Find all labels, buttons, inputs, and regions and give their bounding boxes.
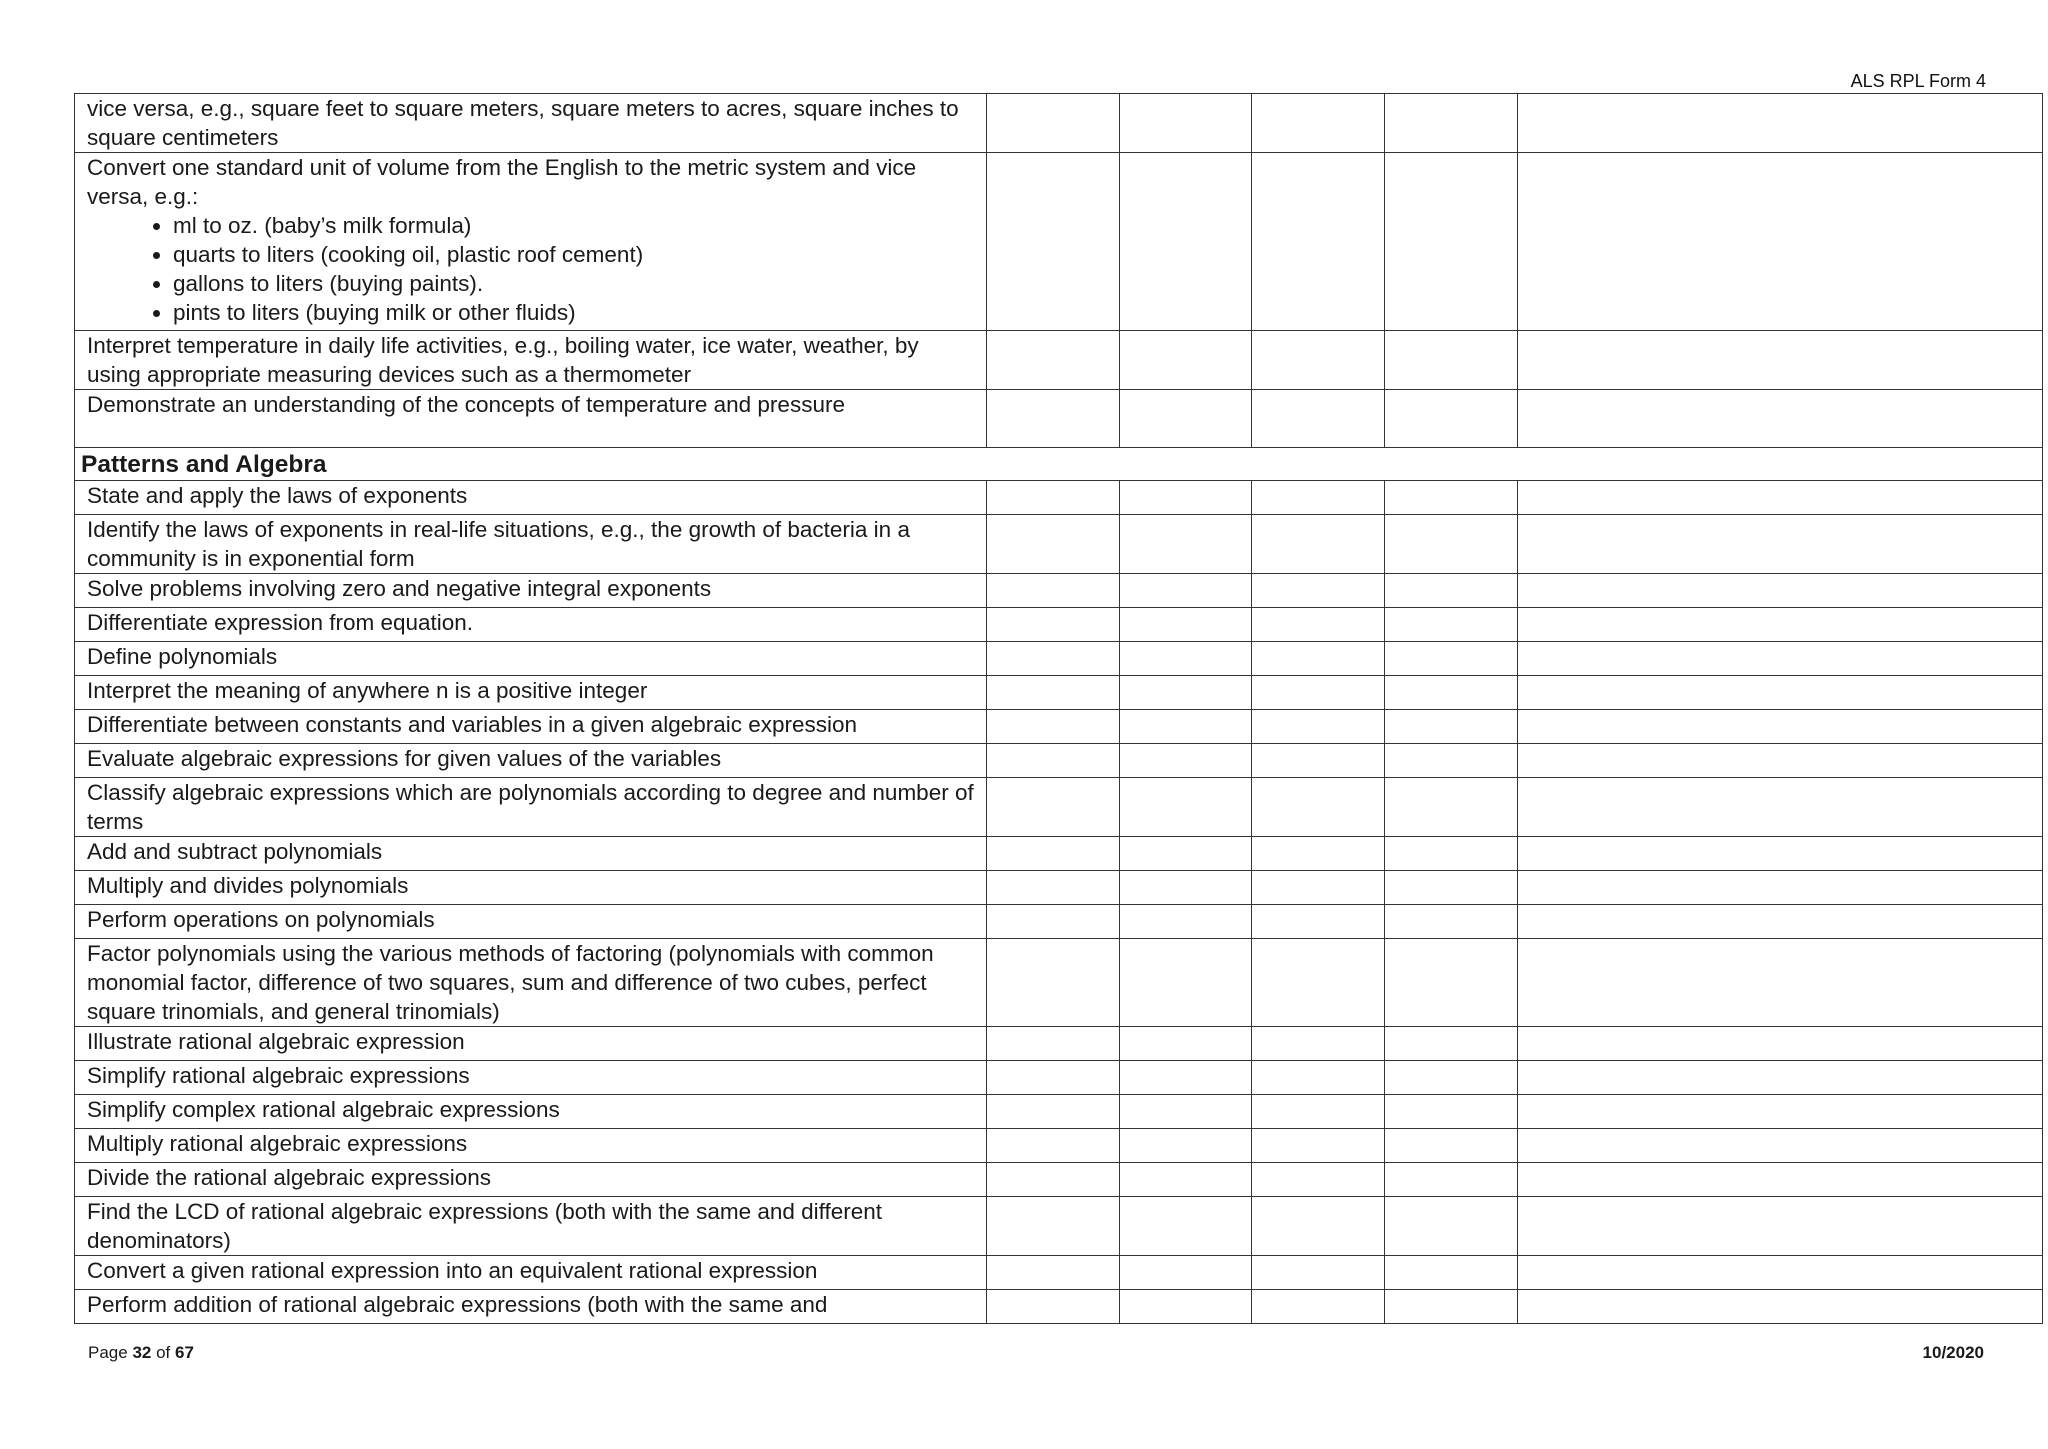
rating-cell[interactable] <box>1517 905 2042 939</box>
competency-cell <box>75 94 987 153</box>
competency-text: Multiply rational algebraic expressions <box>87 1131 468 1156</box>
rating-cell[interactable] <box>1517 481 2042 515</box>
rating-cell[interactable] <box>987 1290 1120 1324</box>
rating-cell[interactable] <box>987 710 1120 744</box>
rating-cell[interactable] <box>1517 574 2042 608</box>
page-current: 32 <box>132 1343 152 1362</box>
competency-row <box>75 1095 2043 1129</box>
rating-cell[interactable] <box>987 1027 1120 1061</box>
competency-cell <box>75 837 987 871</box>
rating-cell[interactable] <box>1252 608 1385 642</box>
rating-cell[interactable] <box>1384 1197 1517 1256</box>
rating-cell[interactable] <box>1384 1027 1517 1061</box>
rating-cell[interactable] <box>1252 710 1385 744</box>
competency-row <box>75 331 2043 390</box>
rating-cell[interactable] <box>1517 837 2042 871</box>
rating-cell[interactable] <box>1252 1129 1385 1163</box>
rating-cell[interactable] <box>1252 1256 1385 1290</box>
competency-cell <box>75 1095 987 1129</box>
rating-cell[interactable] <box>1384 331 1517 390</box>
rating-cell[interactable] <box>1252 676 1385 710</box>
rating-cell[interactable] <box>987 153 1120 331</box>
rating-cell[interactable] <box>1252 744 1385 778</box>
rating-cell[interactable] <box>987 871 1120 905</box>
rating-cell[interactable] <box>1517 331 2042 390</box>
competency-text: Find the LCD of rational algebraic expressions (both with the same and different denominators) <box>87 1199 883 1253</box>
competency-row <box>75 778 2043 837</box>
competency-table <box>74 93 2043 1324</box>
competency-row <box>75 744 2043 778</box>
example-item: • pints to liters (buying milk or other fluids) <box>173 298 976 327</box>
rating-cell[interactable] <box>987 481 1120 515</box>
rating-cell[interactable] <box>1517 1290 2042 1324</box>
competency-text: State and apply the laws of exponents <box>87 483 468 508</box>
page-number <box>88 1343 194 1363</box>
competency-table-body <box>75 94 2043 1324</box>
page-total: 67 <box>175 1343 194 1362</box>
rating-cell[interactable] <box>987 1095 1120 1129</box>
rating-cell[interactable] <box>987 574 1120 608</box>
rating-cell[interactable] <box>987 1129 1120 1163</box>
competency-text: Perform addition of rational algebraic expressions (both with the same and <box>87 1292 828 1317</box>
competency-cell <box>75 778 987 837</box>
form-label: ALS RPL Form 4 <box>1850 71 1986 91</box>
competency-cell <box>75 1197 987 1256</box>
rating-cell[interactable] <box>1252 390 1385 448</box>
competency-text: Classify algebraic expressions which are polynomials according to degree and number of terms <box>87 780 974 834</box>
rating-cell[interactable] <box>987 1197 1120 1256</box>
rating-cell[interactable] <box>1119 94 1252 153</box>
competency-cell <box>75 642 987 676</box>
competency-row <box>75 390 2043 448</box>
rating-cell[interactable] <box>1384 905 1517 939</box>
rating-cell[interactable] <box>1119 710 1252 744</box>
rating-cell[interactable] <box>1119 1129 1252 1163</box>
rating-cell[interactable] <box>987 778 1120 837</box>
rating-cell[interactable] <box>1517 871 2042 905</box>
rating-cell[interactable] <box>1119 905 1252 939</box>
competency-cell <box>75 153 987 331</box>
rating-cell[interactable] <box>1384 744 1517 778</box>
competency-row <box>75 710 2043 744</box>
rating-cell[interactable] <box>1517 1095 2042 1129</box>
rating-cell[interactable] <box>1119 1163 1252 1197</box>
competency-row <box>75 1197 2043 1256</box>
competency-cell <box>75 905 987 939</box>
competency-row <box>75 153 2043 331</box>
competency-cell <box>75 710 987 744</box>
rating-cell[interactable] <box>1517 1163 2042 1197</box>
competency-text: Differentiate between constants and variables in a given algebraic expression <box>87 712 858 737</box>
rating-cell[interactable] <box>1384 871 1517 905</box>
rating-cell[interactable] <box>1384 574 1517 608</box>
rating-cell[interactable] <box>1252 574 1385 608</box>
competency-cell <box>75 515 987 574</box>
rating-cell[interactable] <box>987 676 1120 710</box>
rating-cell[interactable] <box>1119 1027 1252 1061</box>
rating-cell[interactable] <box>1119 574 1252 608</box>
rating-cell[interactable] <box>1252 94 1385 153</box>
competency-text: Multiply and divides polynomials <box>87 873 409 898</box>
rating-cell[interactable] <box>1384 608 1517 642</box>
rating-cell[interactable] <box>1384 94 1517 153</box>
rating-cell[interactable] <box>1252 642 1385 676</box>
competency-text: Illustrate rational algebraic expression <box>87 1029 465 1054</box>
competency-row <box>75 837 2043 871</box>
competency-cell <box>75 574 987 608</box>
rating-cell[interactable] <box>1517 744 2042 778</box>
competency-row <box>75 676 2043 710</box>
rating-cell[interactable] <box>987 515 1120 574</box>
competency-text: vice versa, e.g., square feet to square meters, square meters to acres, square inches to square centimeters <box>87 96 959 150</box>
rating-cell[interactable] <box>987 94 1120 153</box>
rating-cell[interactable] <box>1384 939 1517 1027</box>
competency-row <box>75 1027 2043 1061</box>
competency-cell <box>75 939 987 1027</box>
rating-cell[interactable] <box>1119 153 1252 331</box>
rating-cell[interactable] <box>987 1256 1120 1290</box>
rating-cell[interactable] <box>1119 642 1252 676</box>
competency-cell <box>75 390 987 448</box>
competency-text: Evaluate algebraic expressions for given values of the variables <box>87 746 722 771</box>
competency-cell <box>75 1027 987 1061</box>
rating-cell[interactable] <box>1517 153 2042 331</box>
rating-cell[interactable] <box>987 608 1120 642</box>
competency-text: Demonstrate an understanding of the concepts of temperature and pressure <box>87 392 845 417</box>
rating-cell[interactable] <box>1252 1163 1385 1197</box>
section-row <box>75 448 2043 481</box>
example-list <box>87 211 976 327</box>
competency-cell <box>75 1256 987 1290</box>
rating-cell[interactable] <box>1252 515 1385 574</box>
competency-row <box>75 871 2043 905</box>
rating-cell[interactable] <box>1119 481 1252 515</box>
competency-text: Interpret the meaning of anywhere n is a positive integer <box>87 678 648 703</box>
competency-text: Solve problems involving zero and negative integral exponents <box>87 576 712 601</box>
competency-row <box>75 1129 2043 1163</box>
page-prefix: Page <box>88 1343 128 1362</box>
competency-cell <box>75 608 987 642</box>
competency-cell <box>75 1163 987 1197</box>
example-item: • quarts to liters (cooking oil, plastic roof cement) <box>173 240 976 269</box>
rating-cell[interactable] <box>1119 676 1252 710</box>
rating-cell[interactable] <box>1517 676 2042 710</box>
rating-cell[interactable] <box>987 939 1120 1027</box>
rating-cell[interactable] <box>1252 1061 1385 1095</box>
competency-cell <box>75 871 987 905</box>
competency-text: Simplify complex rational algebraic expressions <box>87 1097 560 1122</box>
rating-cell[interactable] <box>987 744 1120 778</box>
revision-date: 10/2020 <box>1922 1343 1984 1362</box>
rating-cell[interactable] <box>1384 1129 1517 1163</box>
competency-row <box>75 1290 2043 1324</box>
rating-cell[interactable] <box>1119 1095 1252 1129</box>
rating-cell[interactable] <box>1119 331 1252 390</box>
competency-row <box>75 94 2043 153</box>
competency-text: Convert one standard unit of volume from the English to the metric system and vice versa, e.g.: <box>87 155 917 209</box>
rating-cell[interactable] <box>1384 153 1517 331</box>
rating-cell[interactable] <box>1119 939 1252 1027</box>
rating-cell[interactable] <box>1517 1256 2042 1290</box>
competency-cell <box>75 481 987 515</box>
rating-cell[interactable] <box>987 905 1120 939</box>
rating-cell[interactable] <box>1252 871 1385 905</box>
rating-cell[interactable] <box>1517 515 2042 574</box>
competency-row <box>75 574 2043 608</box>
rating-cell[interactable] <box>1252 1197 1385 1256</box>
example-item: • gallons to liters (buying paints). <box>173 269 976 298</box>
rating-cell[interactable] <box>1384 1256 1517 1290</box>
competency-cell <box>75 331 987 390</box>
rating-cell[interactable] <box>1119 1290 1252 1324</box>
rating-cell[interactable] <box>1252 331 1385 390</box>
rating-cell[interactable] <box>1517 1027 2042 1061</box>
competency-row <box>75 642 2043 676</box>
rating-cell[interactable] <box>1517 939 2042 1027</box>
example-item: • ml to oz. (baby’s milk formula) <box>173 211 976 240</box>
competency-text: Simplify rational algebraic expressions <box>87 1063 470 1088</box>
rating-cell[interactable] <box>987 837 1120 871</box>
rating-cell[interactable] <box>987 331 1120 390</box>
rating-cell[interactable] <box>1384 515 1517 574</box>
rating-cell[interactable] <box>1119 390 1252 448</box>
competency-row <box>75 905 2043 939</box>
competency-text: Differentiate expression from equation. <box>87 610 474 635</box>
rating-cell[interactable] <box>1119 837 1252 871</box>
rating-cell[interactable] <box>1384 481 1517 515</box>
rating-cell[interactable] <box>1252 153 1385 331</box>
rating-cell[interactable] <box>1252 1027 1385 1061</box>
rating-cell[interactable] <box>1517 608 2042 642</box>
rating-cell[interactable] <box>1517 710 2042 744</box>
rating-cell[interactable] <box>1252 481 1385 515</box>
rating-cell[interactable] <box>1119 1061 1252 1095</box>
competency-cell <box>75 1290 987 1324</box>
rating-cell[interactable] <box>1252 1095 1385 1129</box>
rating-cell[interactable] <box>1517 778 2042 837</box>
competency-cell <box>75 744 987 778</box>
competency-text: Perform operations on polynomials <box>87 907 435 932</box>
section-title: Patterns and Algebra <box>75 448 2043 481</box>
rating-cell[interactable] <box>1517 390 2042 448</box>
rating-cell[interactable] <box>1384 642 1517 676</box>
competency-row <box>75 608 2043 642</box>
competency-text: Factor polynomials using the various methods of factoring (polynomials with common monomial factor, difference of two squares, sum and difference of two cubes, perfect square trinomials, and general trinomials) <box>87 941 934 1024</box>
competency-cell <box>75 1129 987 1163</box>
competency-text: Define polynomials <box>87 644 278 669</box>
rating-cell[interactable] <box>1384 710 1517 744</box>
rating-cell[interactable] <box>1119 515 1252 574</box>
rating-cell[interactable] <box>1517 642 2042 676</box>
rating-cell[interactable] <box>1517 94 2042 153</box>
rating-cell[interactable] <box>1384 390 1517 448</box>
competency-row <box>75 515 2043 574</box>
rating-cell[interactable] <box>1252 778 1385 837</box>
competency-row <box>75 481 2043 515</box>
rating-cell[interactable] <box>1517 1129 2042 1163</box>
rating-cell[interactable] <box>1119 608 1252 642</box>
page-sep: of <box>156 1343 171 1362</box>
competency-row <box>75 1163 2043 1197</box>
rating-cell[interactable] <box>1119 778 1252 837</box>
competency-text: Add and subtract polynomials <box>87 839 383 864</box>
rating-cell[interactable] <box>1119 1197 1252 1256</box>
rating-cell[interactable] <box>1252 939 1385 1027</box>
rating-cell[interactable] <box>987 1163 1120 1197</box>
rating-cell[interactable] <box>1517 1061 2042 1095</box>
rating-cell[interactable] <box>1384 1095 1517 1129</box>
rating-cell[interactable] <box>1119 744 1252 778</box>
rating-cell[interactable] <box>1384 1163 1517 1197</box>
rating-cell[interactable] <box>1517 1197 2042 1256</box>
rating-cell[interactable] <box>1384 676 1517 710</box>
competency-cell <box>75 1061 987 1095</box>
rating-cell[interactable] <box>1384 1061 1517 1095</box>
competency-text: Identify the laws of exponents in real-life situations, e.g., the growth of bacteria in a community is in exponential form <box>87 517 910 571</box>
competency-text: Convert a given rational expression into an equivalent rational expression <box>87 1258 818 1283</box>
rating-cell[interactable] <box>1384 778 1517 837</box>
rating-cell[interactable] <box>987 1061 1120 1095</box>
rating-cell[interactable] <box>1252 837 1385 871</box>
competency-text: Interpret temperature in daily life activities, e.g., boiling water, ice water, weather, by using appropriate measuring devices such as a thermometer <box>87 333 919 387</box>
rating-cell[interactable] <box>1384 1290 1517 1324</box>
competency-row <box>75 1256 2043 1290</box>
rating-cell[interactable] <box>987 390 1120 448</box>
rating-cell[interactable] <box>987 642 1120 676</box>
competency-row <box>75 1061 2043 1095</box>
rating-cell[interactable] <box>1252 905 1385 939</box>
competency-text: Divide the rational algebraic expressions <box>87 1165 491 1190</box>
rating-cell[interactable] <box>1384 837 1517 871</box>
rating-cell[interactable] <box>1252 1290 1385 1324</box>
rating-cell[interactable] <box>1119 871 1252 905</box>
competency-row <box>75 939 2043 1027</box>
competency-cell <box>75 676 987 710</box>
rating-cell[interactable] <box>1119 1256 1252 1290</box>
